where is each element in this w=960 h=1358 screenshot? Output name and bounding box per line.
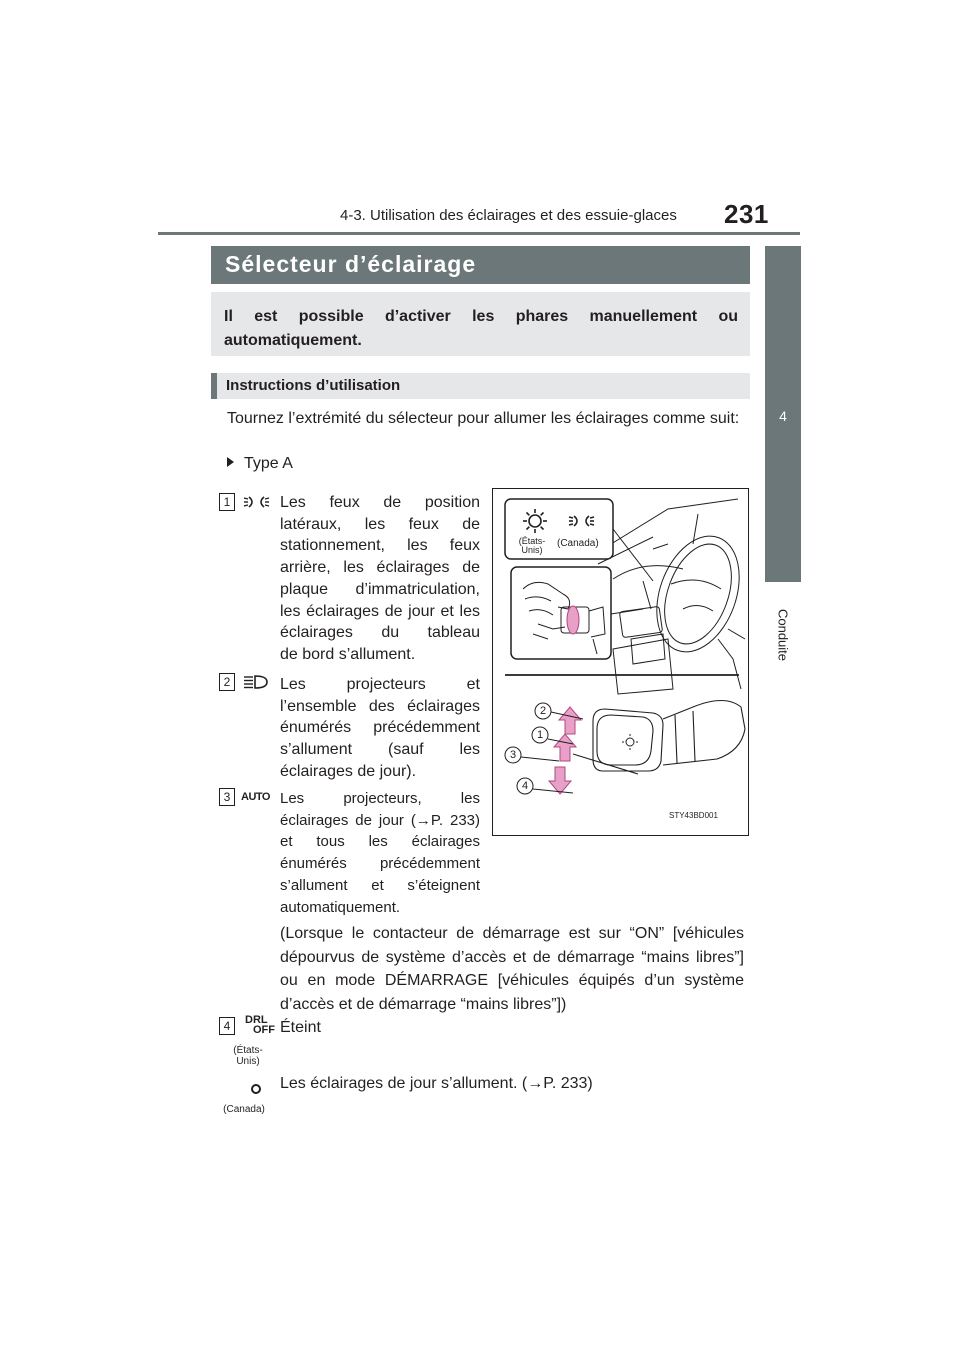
callout-2: 2 xyxy=(539,705,547,717)
pink-rotation-ring xyxy=(567,606,579,634)
subsection-accent xyxy=(211,373,217,399)
circle-off-icon xyxy=(250,1082,262,1100)
item-number-3: 3 xyxy=(219,788,235,806)
lever-sun-icon xyxy=(622,734,638,750)
auto-icon: AUTO xyxy=(241,791,270,803)
arrow-up-2 xyxy=(559,707,581,734)
item-2-text: Les projecteurs et l’ensemble des éclairages énumérés précédemment s’allument (sauf les éclairages de jour). xyxy=(280,676,480,780)
item-number-2: 2 xyxy=(219,673,235,691)
canada-caption: (Canada) xyxy=(223,1104,265,1115)
inset-caption-us: (États-Unis) xyxy=(518,536,546,555)
light-switch-illustration xyxy=(492,488,749,836)
side-marker-lights-icon xyxy=(244,494,270,515)
triangle-bullet-icon xyxy=(227,457,234,467)
lever-drawing xyxy=(573,701,745,775)
chapter-number: 4 xyxy=(779,408,787,424)
item-3-continuation: (Lorsque le contacteur de démarrage est sur “ON” [véhicules dépourvus de système d’accès et de démarrage “mains libres”] ou en mode DÉMARRAGE [véhicules équipés d’un système d’accès et de démarrage “mains libres”]) xyxy=(280,925,744,1013)
subsection-bar xyxy=(211,373,750,399)
section-title: Sélecteur d’éclairage xyxy=(225,251,477,277)
headlight-icon xyxy=(243,674,269,695)
page-number: 231 xyxy=(724,199,769,229)
type-label: Type A xyxy=(227,455,293,473)
header-rule xyxy=(158,232,800,235)
section-title-bar xyxy=(211,246,750,284)
item-number-1: 1 xyxy=(219,493,235,511)
callout-4: 4 xyxy=(521,780,529,792)
instructions-paragraph: Tournez l’extrémité du sélecteur pour allumer les éclairages comme suit: xyxy=(227,410,740,427)
subsection-title: Instructions d’utilisation xyxy=(226,377,401,394)
figure-code: STY43BD001 xyxy=(669,811,718,820)
callout-1: 1 xyxy=(536,729,544,741)
arrow-up-1 xyxy=(554,734,576,761)
callout-3: 3 xyxy=(509,749,517,761)
item-number-4: 4 xyxy=(219,1017,235,1035)
header-title: 4-3. Utilisation des éclairages et des essuie-glaces xyxy=(340,207,677,224)
item-3-text: Les projecteurs, les éclairages de jour (→P. 233) et tous les éclairages énumérés précédemment s’allument et s’éteignent automatiquement. xyxy=(280,790,480,916)
us-caption: (États-Unis) xyxy=(233,1045,263,1067)
item-4-text: Éteint xyxy=(280,1019,321,1036)
intro-box xyxy=(211,292,750,356)
chapter-label: Conduite xyxy=(775,608,791,662)
item-1-text: Les feux de position latéraux, les feux de stationnement, les feux arrière, les éclairages de plaque d’immatriculation, les éclairages de jour et les éclairages du tableau de bord s’allument. xyxy=(280,494,480,663)
canada-item-text: Les éclairages de jour s’allument. (→P. 233) xyxy=(280,1075,593,1092)
intro-text: Il est possible d’activer les phares manuellement ou automatiquement. xyxy=(224,308,738,349)
arrow-down-4 xyxy=(549,767,571,794)
drl-off-icon: DRL OFF xyxy=(245,1014,275,1036)
inset-caption-canada: (Canada) xyxy=(557,538,599,549)
